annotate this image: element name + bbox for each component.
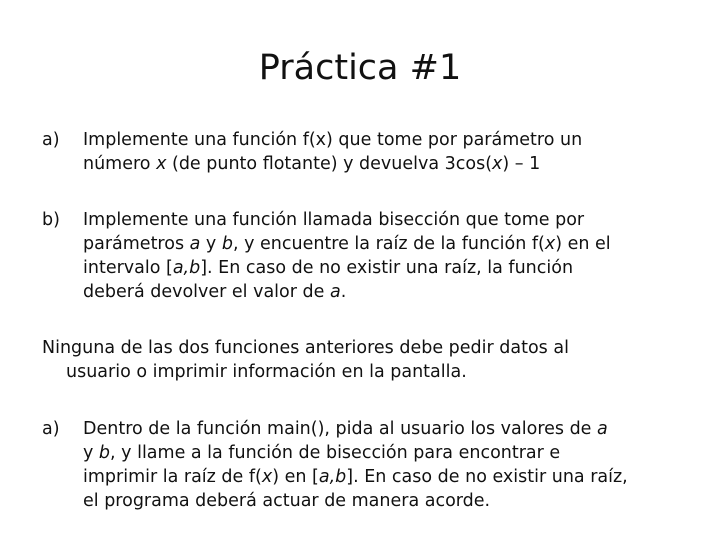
list-marker: b) xyxy=(42,210,60,230)
italic-variable: b xyxy=(221,234,233,254)
italic-variable: x xyxy=(261,467,273,487)
text-line: deberá devolver el valor de a. xyxy=(83,282,347,302)
text-line: Dentro de la función main(), pida al usuario los valores de a xyxy=(83,419,608,439)
text-line: y b, y llame a la función de bisección para encontrar e xyxy=(83,443,561,463)
italic-variable: a,b xyxy=(318,467,347,487)
text-line: parámetros a y b, y encuentre la raíz de la función f(x) en el xyxy=(83,234,611,254)
text-line: Implemente una función llamada bisección que tome por xyxy=(83,210,585,230)
text-line: Ninguna de las dos funciones anteriores debe pedir datos al xyxy=(42,338,569,358)
italic-variable: b xyxy=(98,443,111,463)
list-item-c xyxy=(42,417,702,513)
list-item-a xyxy=(42,128,702,176)
italic-variable: a,b xyxy=(172,258,201,278)
list-item-text xyxy=(83,417,702,513)
italic-variable: a xyxy=(597,419,608,439)
text-line: imprimir la raíz de f(x) en [a,b]. En caso de no existir una raíz, xyxy=(83,467,628,487)
text-line: usuario o imprimir información en la pantalla. xyxy=(66,362,467,382)
italic-variable: x xyxy=(544,234,556,254)
text-line: el programa deberá actuar de manera acorde. xyxy=(83,491,491,511)
slide-title: Práctica #1 xyxy=(258,48,462,88)
italic-variable: a xyxy=(189,234,201,254)
list-item-text xyxy=(83,208,702,304)
italic-variable: x xyxy=(492,154,503,174)
list-item-text xyxy=(83,128,702,176)
italic-variable: a xyxy=(329,282,341,302)
list-item-b xyxy=(42,208,702,304)
list-marker: a) xyxy=(42,130,60,150)
text-line: intervalo [a,b]. En caso de no existir una raíz, la función xyxy=(83,258,574,278)
italic-variable: x xyxy=(156,154,167,174)
text-line: Implemente una función f(x) que tome por parámetro un xyxy=(83,130,583,150)
note-paragraph xyxy=(42,336,682,384)
text-line: número x (de punto flotante) y devuelva 3cos(x) – 1 xyxy=(83,154,541,174)
list-marker: a) xyxy=(42,419,60,439)
